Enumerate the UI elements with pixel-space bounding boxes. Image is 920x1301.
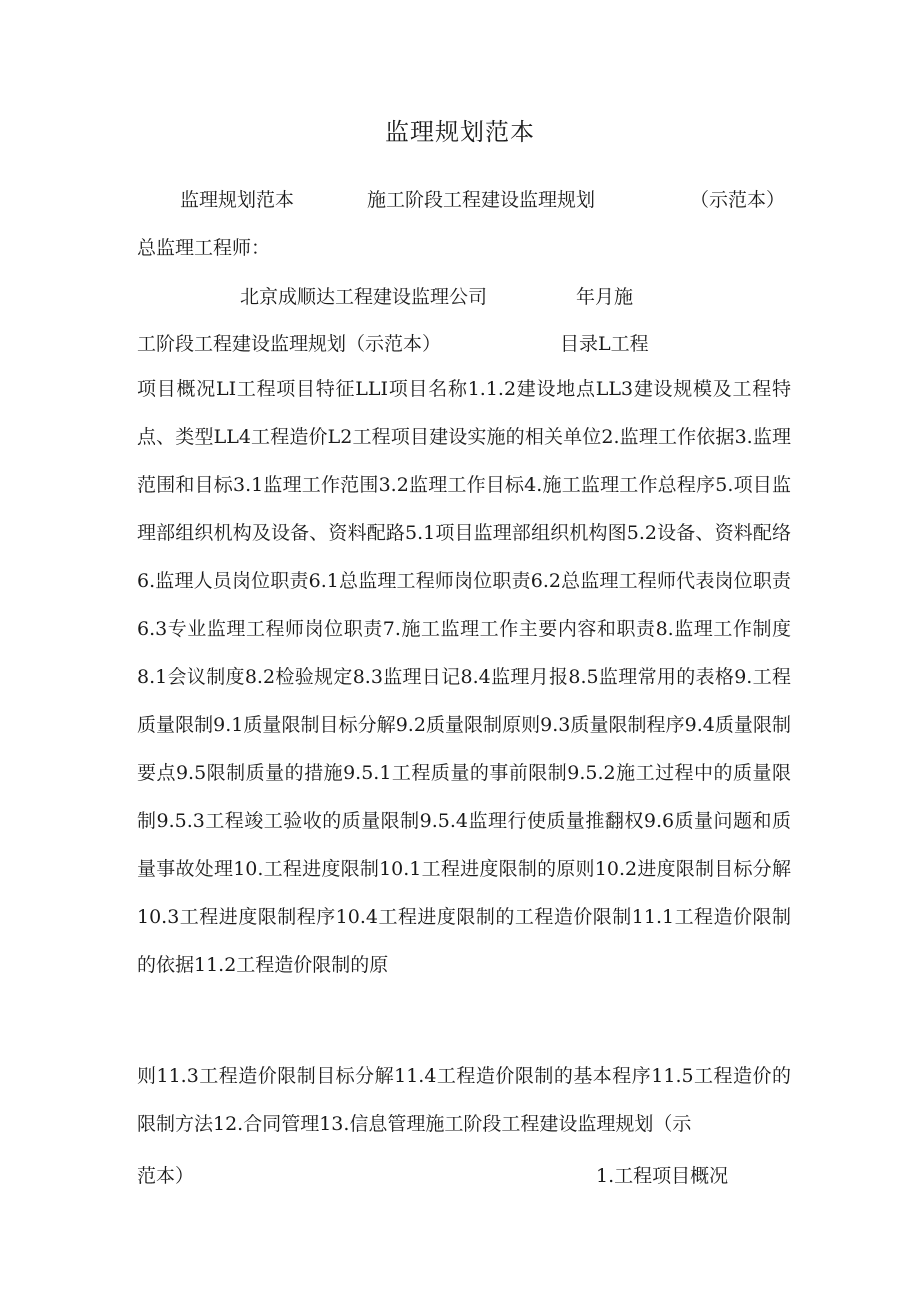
section-heading: 1.工程项目概况 <box>596 1165 729 1187</box>
subtitle-right: （示范本） <box>690 189 786 211</box>
last-line-left: 范本） <box>137 1165 195 1187</box>
plan-title-line: 工阶段工程建设监理规划（示范本） <box>137 333 442 355</box>
document-title: 监理规划范本 <box>385 118 535 146</box>
company-name: 北京成顺达工程建设监理公司 <box>240 286 488 308</box>
subtitle-left: 监理规划范本 <box>180 189 295 211</box>
toc-paragraph-2: 则11.3工程造价限制目标分解11.4工程造价限制的基本程序11.5工程造价的限制方法12.合同管理13.信息管理施工阶段工程建设监理规划（示 <box>137 1065 791 1135</box>
date-text: 年月施 <box>576 286 634 308</box>
toc-paragraph-1: 项目概况LI工程项目特征LLI项目名称1.1.2建设地点LL3建设规模及工程特点、类型LL4工程造价L2工程项目建设实施的相关单位2.监理工作依据3.监理范围和目标3.1监理工作范围3.2监理工作目标4.施工监理工作总程序5.项目监理部组织机构及设备、资料配路5.1项目监理部组织机构图5.2设备、资料配络6.监理人员岗位职责6.1总监理工程师岗位职责6.2总监理工程师代表岗位职责6.3专业监理工程师岗位职责7.施工监理工作主要内容和职责8.监理工作制度8.1会议制度8.2检验规定8.3监理日记8.4监理月报8.5监理常用的表格9.工程质量限制9.1质量限制目标分解9.2质量限制原则9.3质量限制程序9.4质量限制要点9.5限制质量的措施9.5.1工程质量的事前限制9.5.2施工过程中的质量限制9.5.3工程竣工验收的质量限制9.5.4监理行使质量推翻权9.6质量问题和质量事故处理10.工程进度限制10.1工程进度限制的原则10.2进度限制目标分解10.3工程进度限制程序10.4工程进度限制的工程造价限制11.1工程造价限制的依据11.2工程造价限制的原 <box>137 378 791 976</box>
chief-engineer-label: 总监理工程师： <box>137 237 271 259</box>
toc-heading: 目录L工程 <box>560 333 649 355</box>
subtitle-center: 施工阶段工程建设监理规划 <box>367 189 596 211</box>
